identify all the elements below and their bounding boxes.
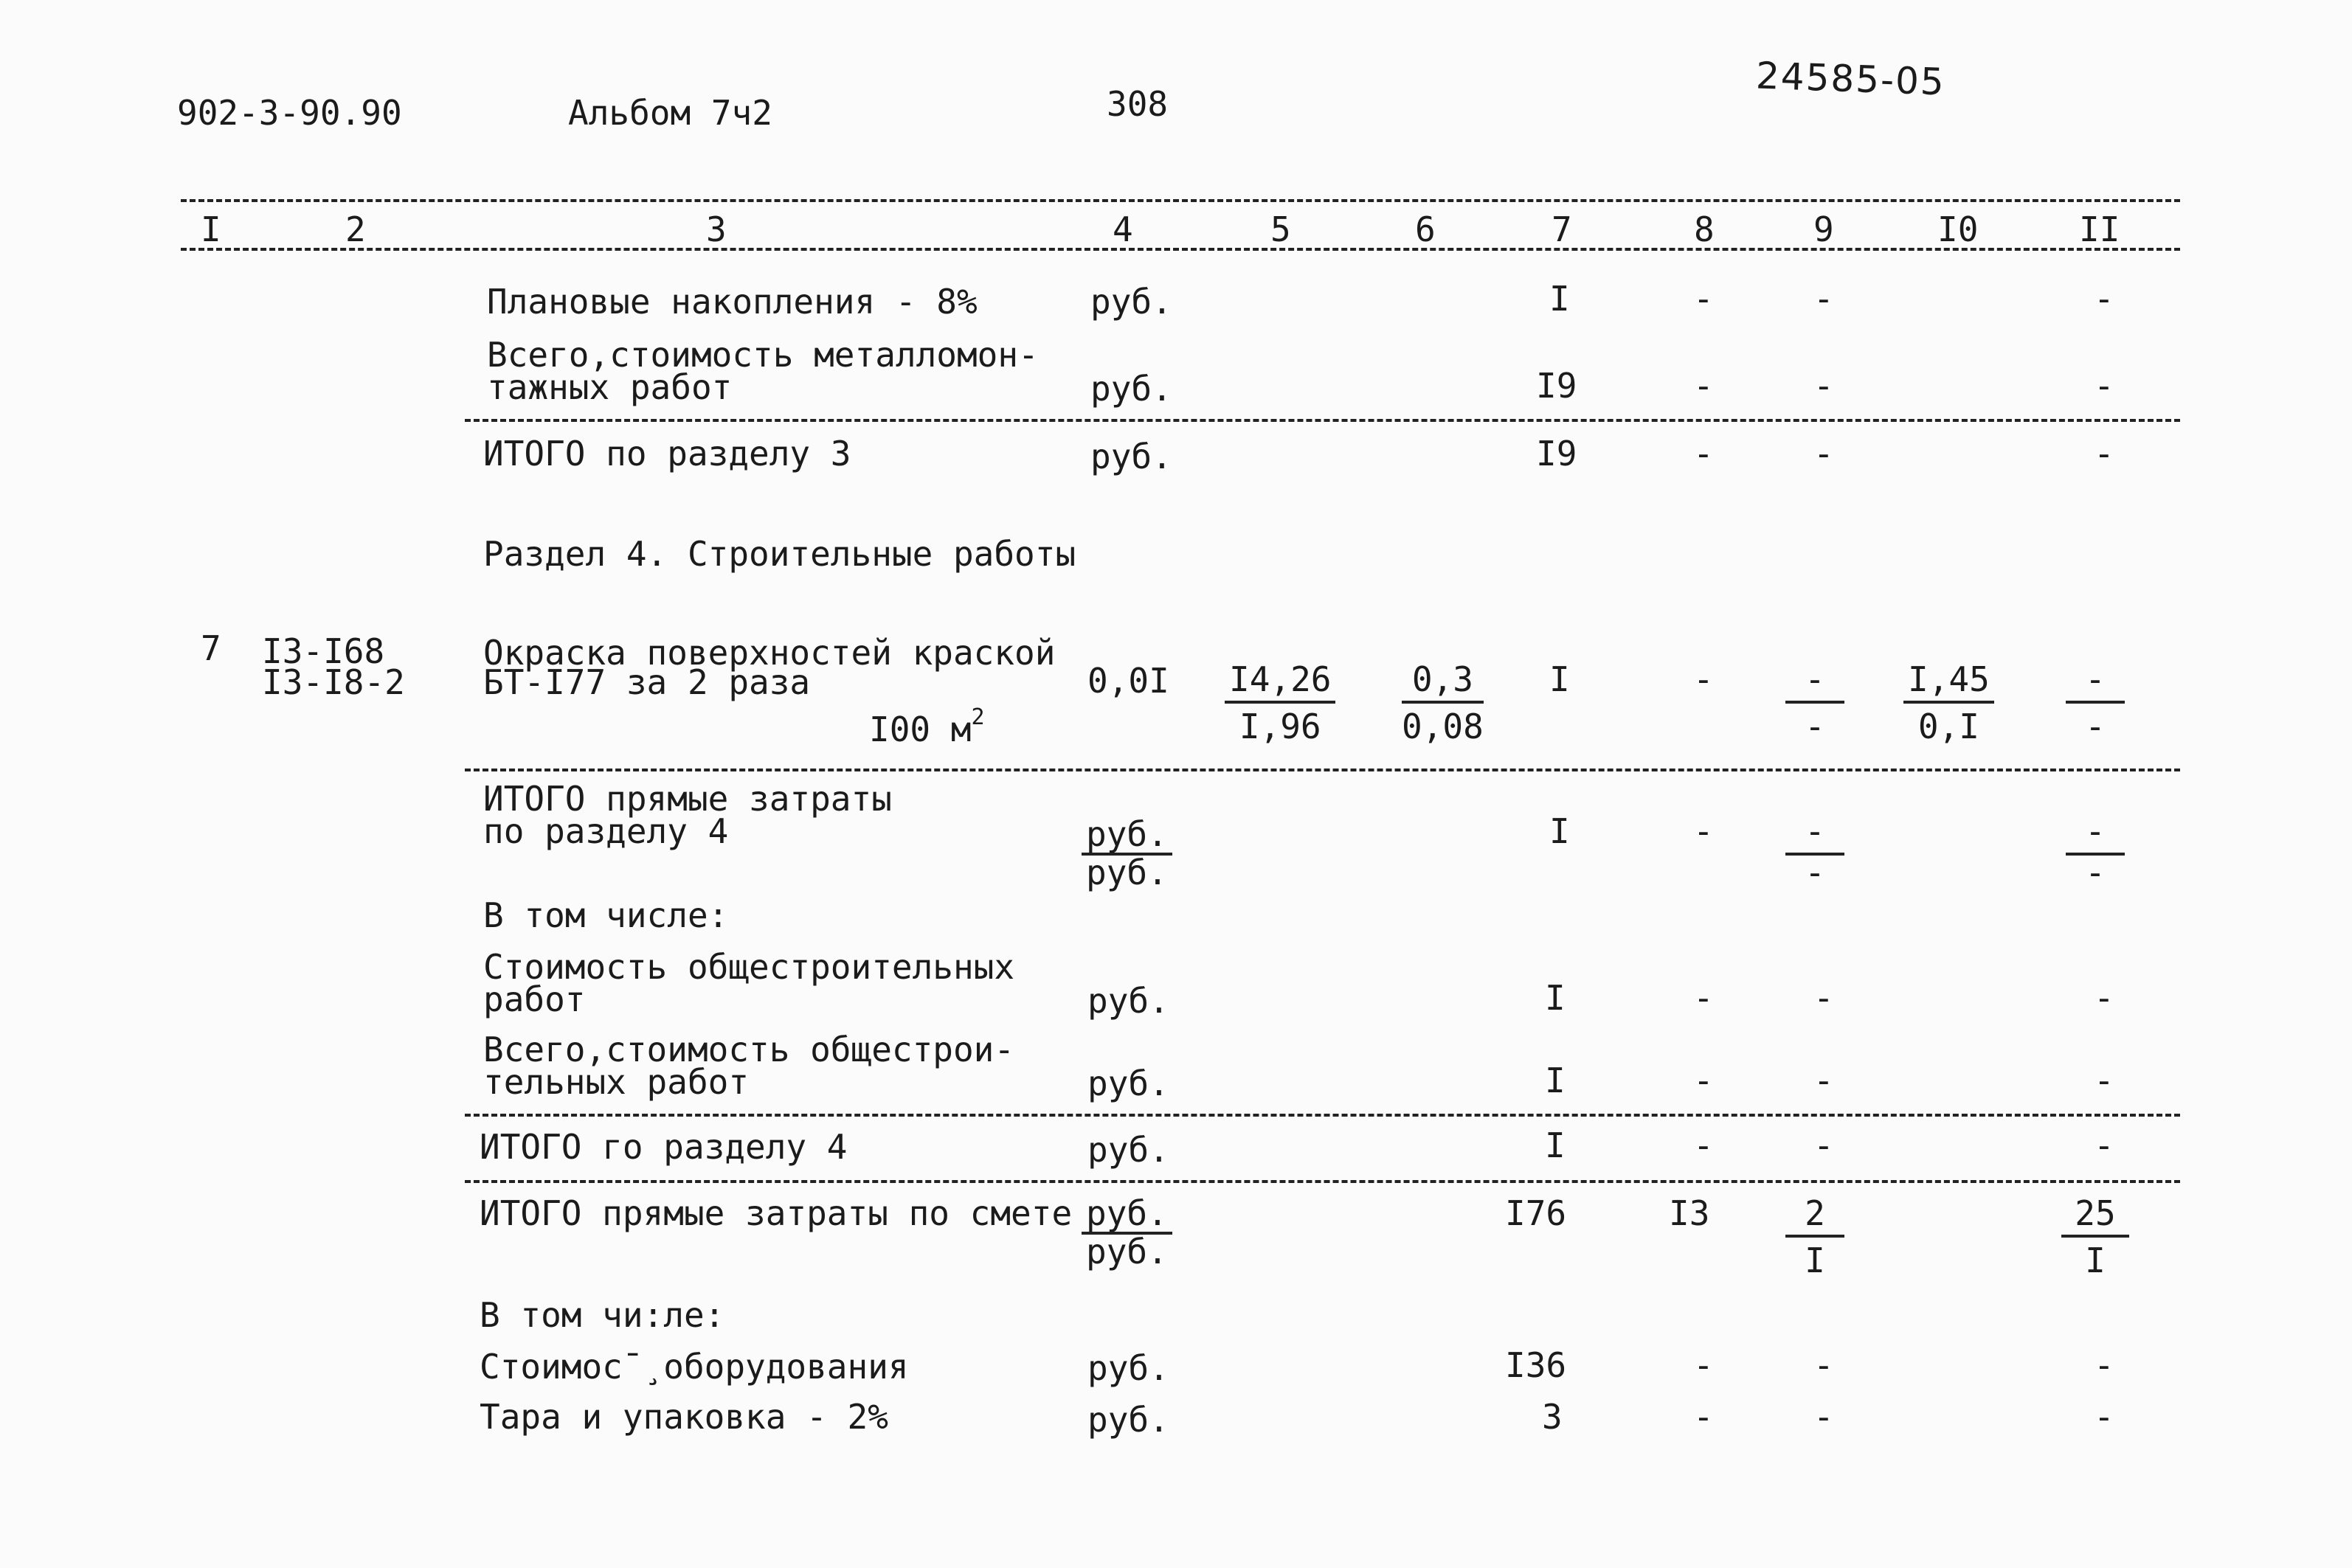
cell-col7: I <box>1545 978 1566 1018</box>
cell-col11-fraction: - - <box>2066 814 2125 889</box>
album-label: Альбом 7ч2 <box>568 93 772 133</box>
cell-col8: - <box>1693 434 1714 473</box>
unit-fraction: руб. руб. <box>1082 817 1172 889</box>
row-name-line2: тельных работ <box>483 1062 750 1102</box>
row-separator <box>465 769 2180 771</box>
cell-col8: - <box>1693 279 1714 319</box>
cell-col11: - <box>2094 978 2114 1018</box>
cell-col9: - <box>1813 279 1834 319</box>
col-header-2: 2 <box>345 209 366 249</box>
row-separator <box>465 419 2180 422</box>
row-unit: руб. <box>1087 1348 1169 1388</box>
cell-col11: - <box>2094 1345 2114 1385</box>
cell-col7: I <box>1545 1061 1566 1100</box>
row-unit: руб. <box>1090 437 1172 476</box>
row-separator <box>465 1180 2180 1183</box>
row-unit: руб. <box>1090 282 1172 322</box>
row-name: ИТОГО по разделу 3 <box>483 434 851 473</box>
row-name-line1: Стоимость общестроительных <box>483 947 1015 987</box>
col-header-3: 3 <box>706 209 727 249</box>
row-name-line1: Окраска поверхностей краской <box>483 633 1056 673</box>
cell-col8: - <box>1693 1061 1714 1100</box>
row-code-line1: I3-I68 <box>262 631 385 671</box>
header-bottom-rule <box>181 248 2180 251</box>
cell-col7: I <box>1545 1125 1566 1165</box>
col-header-10: I0 <box>1937 209 1979 249</box>
row-name: ИТОГО прямые затраты по смете <box>480 1193 1073 1233</box>
row-code-line2: I3-I8-2 <box>262 662 405 702</box>
row-name: Тара и упаковка - 2% <box>480 1397 888 1437</box>
cell-col9: - <box>1813 366 1834 406</box>
row-quantity: 0,0I <box>1087 661 1169 701</box>
cell-col10-fraction: $\frac{I,45}{0,I}$ <box>1903 662 1994 743</box>
col-header-4: 4 <box>1113 209 1133 249</box>
cell-col11: - <box>2094 1125 2114 1165</box>
document-code: 902-3-90.90 <box>177 93 402 133</box>
cell-col9: - <box>1813 1125 1834 1165</box>
row-unit: руб. <box>1087 1130 1169 1170</box>
row-name-line1: ИТОГО прямые затраты <box>483 779 892 819</box>
cell-col9: - <box>1813 434 1834 473</box>
row-measure: I00 $м^2$ <box>869 704 985 749</box>
cell-col7: I76 <box>1505 1193 1567 1233</box>
cell-col6-fraction: $\frac{0,3}{0,08}$ <box>1402 659 1484 746</box>
cell-col7: 3 <box>1542 1397 1563 1437</box>
cell-col8: I3 <box>1669 1193 1710 1233</box>
page-number: 308 <box>1107 84 1169 124</box>
row-unit: руб. <box>1087 981 1169 1021</box>
row-unit: руб. <box>1090 369 1172 409</box>
cell-col7: I9 <box>1536 366 1577 406</box>
unit-fraction: руб. руб. <box>1082 1196 1172 1269</box>
cell-col8: - <box>1693 1125 1714 1165</box>
col-header-7: 7 <box>1552 209 1572 249</box>
col-header-6: 6 <box>1415 209 1436 249</box>
row-unit: руб. <box>1087 1064 1169 1103</box>
col-header-5: 5 <box>1270 209 1291 249</box>
cell-col11: - <box>2094 279 2114 319</box>
row-number: 7 <box>201 628 221 668</box>
including-label: В том чи:ле: <box>480 1295 725 1335</box>
col-header-1: I <box>201 209 221 249</box>
row-name: Плановые накопления - 8% <box>487 282 978 322</box>
row-name: Стоимосˉ̧ оборудования <box>480 1347 909 1387</box>
cell-col11: - <box>2094 1061 2114 1100</box>
cell-col8: - <box>1693 659 1714 699</box>
row-name-line2: тажных работ <box>487 367 733 407</box>
header-top-rule <box>181 199 2180 202</box>
cell-col7: I9 <box>1536 434 1577 473</box>
cell-col8: - <box>1693 366 1714 406</box>
cell-col9-fraction: $\frac{2}{I}$ <box>1785 1196 1844 1277</box>
stamp-number: 24585-05 <box>1755 54 1946 104</box>
row-unit: руб. <box>1087 1400 1169 1440</box>
cell-col11-fraction: - - <box>2066 662 2125 743</box>
row-name-line2: работ <box>483 979 586 1019</box>
cell-col7: I <box>1549 659 1570 699</box>
cell-col9-fraction: - - <box>1785 662 1844 743</box>
cell-col8: - <box>1693 1345 1714 1385</box>
row-name-line1: Всего,стоимость металломон- <box>487 335 1039 375</box>
col-header-8: 8 <box>1694 209 1715 249</box>
row-name-line2: БТ-I77 за 2 раза <box>483 662 811 702</box>
cell-col9: - <box>1813 978 1834 1018</box>
cell-col11-fraction: $\frac{25}{I}$ <box>2061 1196 2129 1277</box>
cell-col7: I <box>1549 279 1570 319</box>
cell-col7: I36 <box>1505 1345 1567 1385</box>
section-heading: Раздел 4. Строительные работы <box>483 534 1076 574</box>
cell-col9: - <box>1813 1061 1834 1100</box>
cell-col9: - <box>1813 1345 1834 1385</box>
row-name-line1: Всего,стоимость общестрои- <box>483 1030 1015 1069</box>
cell-col7: I <box>1549 811 1570 851</box>
cell-col9: - <box>1813 1397 1834 1437</box>
col-header-11: II <box>2079 209 2120 249</box>
including-label: В том числе: <box>483 895 729 935</box>
row-name: ИТОГО го разделу 4 <box>480 1127 848 1167</box>
cell-col5-fraction: $\frac{I4,26}{I,96}$ <box>1225 662 1335 743</box>
cell-col8: - <box>1693 1397 1714 1437</box>
col-header-9: 9 <box>1813 209 1834 249</box>
cell-col11: - <box>2094 366 2114 406</box>
cell-col11: - <box>2094 434 2114 473</box>
cell-col8: - <box>1693 811 1714 851</box>
cell-col11: - <box>2094 1397 2114 1437</box>
cell-col9-fraction: - - <box>1785 814 1844 889</box>
row-separator <box>465 1114 2180 1117</box>
row-name-line2: по разделу 4 <box>483 811 729 851</box>
cell-col8: - <box>1693 978 1714 1018</box>
